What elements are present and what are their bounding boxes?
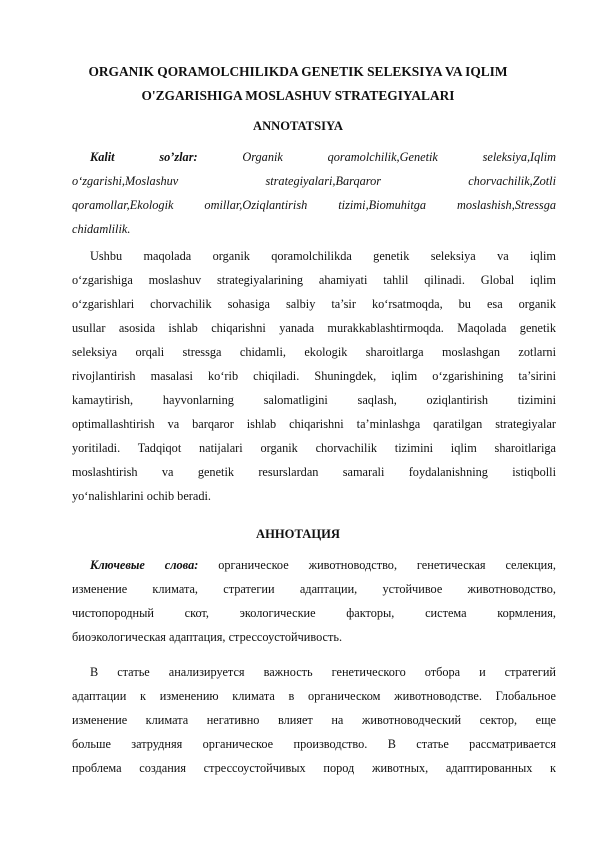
abstract-ru-line: больше затрудняя органическое производство. В статье рассматривается bbox=[72, 737, 556, 751]
abstract-uz-line: optimallashtirish va barqaror ishlab chiqarishni ta’minlashga qaratilgan strategiyalar bbox=[72, 417, 556, 431]
abstract-ru bbox=[72, 684, 556, 780]
keywords-ru-line: биоэкологическая адаптация, стрессоустойчивость. bbox=[72, 630, 343, 644]
keywords-uz-cont bbox=[72, 169, 556, 241]
abstract-ru-line: проблема создания стрессоустойчивых пород животных, адаптированных к bbox=[72, 761, 556, 775]
abstract-uz-line: seleksiya orqali stressga chidamli, ekologik sharoitlarga moslashgan zotlarni bbox=[72, 345, 556, 359]
abstract-uz bbox=[72, 268, 556, 508]
title-line-1: ORGANIK QORAMOLCHILIKDA GENETIK SELEKSIYA VA IQLIM bbox=[88, 64, 508, 79]
title-line-2: O'ZGARISHIGA MOSLASHUV STRATEGIYALARI bbox=[141, 88, 455, 103]
keywords-uz-line: Kalit so’zlar: Organik qoramolchilik,Genetik seleksiya,Iqlim bbox=[90, 150, 557, 164]
abstract-uz-line: Ushbu maqolada organik qoramolchilikda genetik seleksiya va iqlim bbox=[90, 249, 556, 263]
abstract-uz-line: moslashtirish va genetik resurslardan samarali foydalanishning istiqbolli bbox=[72, 465, 556, 479]
abstract-uz-line: usullar asosida ishlab chiqarishni yanada murakkablashtirmoqda. Maqolada genetik bbox=[72, 321, 556, 335]
abstract-ru-line: адаптации к изменению климата в органическом животноводстве. Глобальное bbox=[72, 689, 556, 703]
annotation-ru-heading: АННОТАЦИЯ bbox=[255, 527, 341, 541]
abstract-uz-line: o‘zgarishiga moslashuv strategiyalarining ahamiyati tahlil qilinadi. Global iqlim bbox=[72, 273, 556, 287]
abstract-ru-first bbox=[90, 660, 556, 684]
keywords-uz-line: chidamlilik. bbox=[72, 222, 131, 236]
keywords-ru-line: Ключевые слова: органическое животноводство, генетическая селекция, bbox=[90, 558, 556, 572]
article-title bbox=[72, 60, 524, 108]
abstract-uz-line: kamaytirish, hayvonlarning salomatligini saqlash, oziqlantirish tizimini bbox=[72, 393, 556, 407]
keywords-uz-line: qoramollar,Ekologik omillar,Oziqlantirish tizimi,Biomuhitga moslashish,Stressga bbox=[72, 198, 556, 212]
keywords-uz bbox=[90, 145, 556, 169]
abstract-ru-line: изменение климата негативно влияет на животноводческий сектор, еще bbox=[72, 713, 556, 727]
abstract-uz-line: rivojlantirish masalasi ko‘rib chiqiladi. Shuningdek, iqlim o‘zgarishining ta’sirini bbox=[72, 369, 556, 383]
annotation-uz-heading: ANNOTATSIYA bbox=[252, 119, 344, 133]
abstract-ru-line: В статье анализируется важность генетического отбора и стратегий bbox=[90, 665, 556, 679]
keywords-ru bbox=[90, 553, 556, 577]
keywords-uz-label: Kalit so’zlar: bbox=[90, 150, 198, 164]
abstract-uz-line: yo‘nalishlarini ochib beradi. bbox=[72, 489, 211, 503]
keywords-ru-line: чистопородный скот, экологические факторы, система кормления, bbox=[72, 606, 556, 620]
keywords-ru-label: Ключевые слова: bbox=[90, 558, 199, 572]
abstract-uz-line: o‘zgarishlari chorvachilik sohasiga salbiy ta’sir ko‘rsatmoqda, bu esa organik bbox=[72, 297, 556, 311]
keywords-ru-line: изменение климата, стратегии адаптации, устойчивое животноводство, bbox=[72, 582, 556, 596]
keywords-ru-cont bbox=[72, 577, 556, 649]
abstract-uz-line: yoritiladi. Tadqiqot natijalari organik chorvachilik tizimini iqlim sharoitlariga bbox=[72, 441, 556, 455]
abstract-uz-first bbox=[90, 244, 556, 268]
keywords-uz-line: o‘zgarishi,Moslashuv strategiyalari,Barqaror chorvachilik,Zotli bbox=[72, 174, 556, 188]
